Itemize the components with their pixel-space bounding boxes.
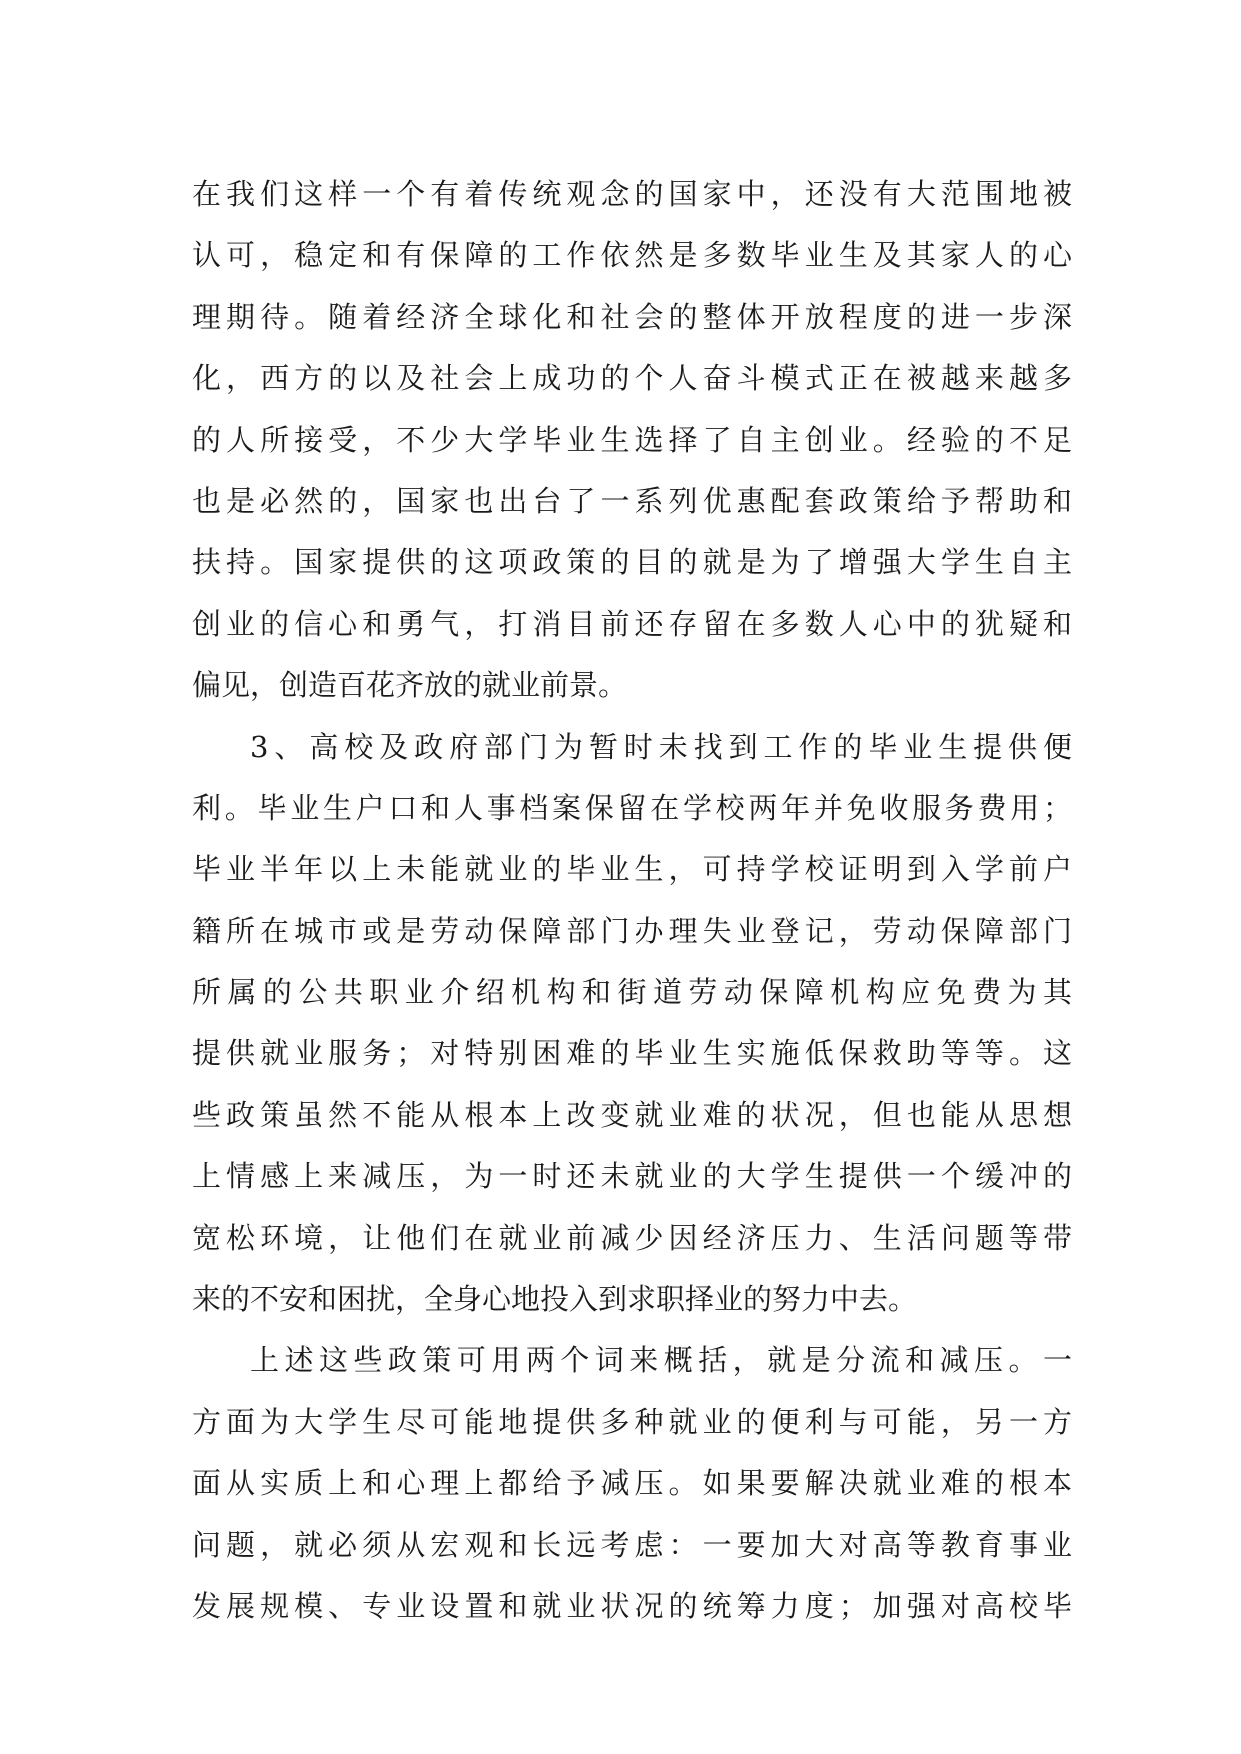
text-line: 理期待。随着经济全球化和社会的整体开放程度的进一步深 (192, 299, 1072, 334)
text-line: 3、高校及政府部门为暂时未找到工作的毕业生提供便 (250, 729, 1072, 764)
text-line: 面从实质上和心理上都给予减压。如果要解决就业难的根本 (192, 1466, 1072, 1501)
text-line: 提供就业服务；对特别困难的毕业生实施低保救助等等。这 (192, 1036, 1072, 1071)
paragraph-3 (192, 1330, 1072, 1637)
text-line: 问题，就必须从宏观和长远考虑：一要加大对高等教育事业 (192, 1527, 1072, 1562)
text-line: 来的不安和困扰，全身心地投入到求职择业的努力中去。 (192, 1282, 918, 1317)
text-line: 宽松环境，让他们在就业前减少因经济压力、生活问题等带 (192, 1220, 1072, 1255)
text-line: 也是必然的，国家也出台了一系列优惠配套政策给予帮助和 (192, 483, 1072, 518)
text-line: 扶持。国家提供的这项政策的目的就是为了增强大学生自主 (192, 545, 1072, 580)
text-line: 利。毕业生户口和人事档案保留在学校两年并免收服务费用； (192, 790, 1072, 825)
text-line: 上述这些政策可用两个词来概括，就是分流和减压。一 (250, 1343, 1072, 1378)
text-line: 偏见，创造百花齐放的就业前景。 (192, 668, 628, 703)
text-line: 方面为大学生尽可能地提供多种就业的便利与可能，另一方 (192, 1404, 1072, 1439)
paragraph-2 (192, 717, 1072, 1331)
text-line: 籍所在城市或是劳动保障部门办理失业登记，劳动保障部门 (192, 913, 1072, 948)
text-line: 创业的信心和勇气，打消目前还存留在多数人心中的犹疑和 (192, 606, 1072, 641)
text-line: 认可，稳定和有保障的工作依然是多数毕业生及其家人的心 (192, 238, 1072, 273)
text-line: 的人所接受，不少大学毕业生选择了自主创业。经验的不足 (192, 422, 1072, 457)
text-line: 毕业半年以上未能就业的毕业生，可持学校证明到入学前户 (192, 852, 1072, 887)
text-line: 发展规模、专业设置和就业状况的统筹力度；加强对高校毕 (192, 1588, 1072, 1623)
body-text (192, 164, 1072, 1637)
text-line: 在我们这样一个有着传统观念的国家中，还没有大范围地被 (192, 177, 1072, 211)
text-line: 化，西方的以及社会上成功的个人奋斗模式正在被越来越多 (192, 361, 1072, 396)
text-line: 所属的公共职业介绍机构和街道劳动保障机构应免费为其 (192, 975, 1072, 1010)
paragraph-1 (192, 164, 1072, 717)
text-line: 些政策虽然不能从根本上改变就业难的状况，但也能从思想 (192, 1097, 1072, 1132)
text-line: 上情感上来减压，为一时还未就业的大学生提供一个缓冲的 (192, 1159, 1072, 1194)
